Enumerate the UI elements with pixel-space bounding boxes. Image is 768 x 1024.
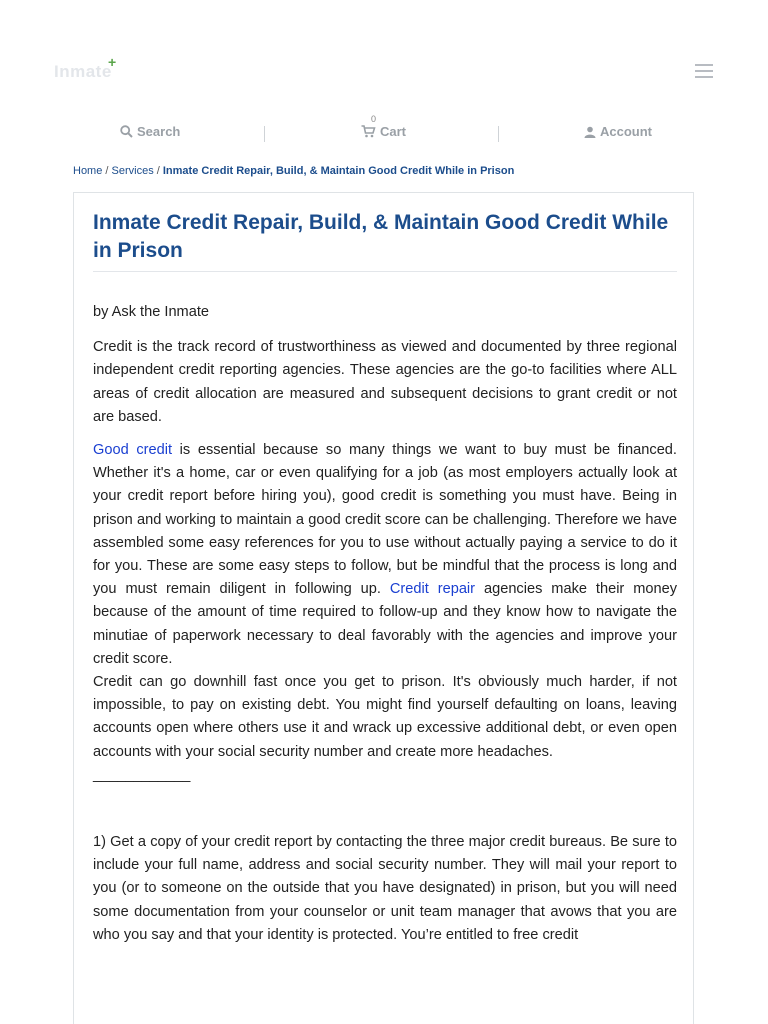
search-icon [120,125,133,138]
page-title: Inmate Credit Repair, Build, & Maintain Good Credit While in Prison [93,211,669,262]
breadcrumb-current: Inmate Credit Repair, Build, & Maintain Good Credit While in Prison [162,165,515,177]
article-byline: by Ask the Inmate [93,304,210,320]
breadcrumb-separator: / [102,165,112,177]
breadcrumb-services[interactable]: Services [111,165,154,177]
good-credit-link[interactable]: Good credit [93,442,173,459]
search-link[interactable] [120,124,180,139]
paragraph-4: 1) Get a copy of your credit report by contacting the three major credit bureaus. Be sure to include your full name, address and social security number. They will mail your report to you (or to someone on the outside that you have designated) in prison, but you will need some documentation from your counselor or unit team manager that avows that you are who you say and that your identity is protected. You’re entitled to free credit [93,834,677,943]
cart-count-badge: 0 [371,114,377,124]
site-logo[interactable] [54,54,117,86]
paragraph-3: Credit can go downhill fast once you get to prison. It's obviously much harder, if not impossible, to pay on existing debt. You might find yourself defaulting on loans, leaving accounts open where others use it and wrack up excessive additional debt, or even open accounts with your social security number and create more headaches. [93,674,677,760]
cart-link[interactable] [361,124,406,139]
paragraph-2-text-a: is essential because so many things we want to buy must be financed. Whether it's a home, car or even qualifying for a job (as most employers actually look at your credit report before hiring you), good credit is something you must have. Being in prison and working to maintain a good credit score can be challenging. Therefore we have assembled some easy references for you to use without actually paying a service to do it for you. These are some easy steps to follow, but be mindful that the process is long and you must remain diligent in following up. [93,442,677,598]
site-header [0,0,768,110]
breadcrumb-home[interactable]: Home [73,165,103,177]
credit-repair-link[interactable]: Credit repair [389,581,476,598]
account-link[interactable] [584,124,652,139]
breadcrumb-separator: / [153,165,163,177]
article-body [93,301,677,957]
logo-text: Inmate [54,62,112,81]
paragraph-2 [93,439,677,671]
nav-divider [498,126,499,142]
nav-divider [264,126,265,142]
title-divider [93,271,677,272]
text-separator: ____________ [93,766,191,783]
paragraph-2-text-b: agencies make their money because of the amount of time required to follow-up and they know how to navigate the minutiae of paperwork necessary to deal favorably with the agencies and improve your credit score. [93,581,678,667]
hamburger-menu-icon[interactable] [695,64,713,82]
paragraph-1: Credit is the track record of trustworthiness as viewed and documented by three regional independent credit reporting agencies. These agencies are the go-to facilities where ALL areas of credit allocation are measured and subsequent decisions to grant credit or not are based. [93,339,677,425]
account-label: Account [600,124,652,139]
user-icon [584,126,596,138]
top-nav [73,114,695,148]
logo-plus-icon: + [108,54,117,70]
cart-icon [361,125,376,138]
article-card [73,192,694,1024]
breadcrumb [73,165,514,177]
search-label: Search [137,124,181,139]
cart-label: Cart [380,124,407,139]
